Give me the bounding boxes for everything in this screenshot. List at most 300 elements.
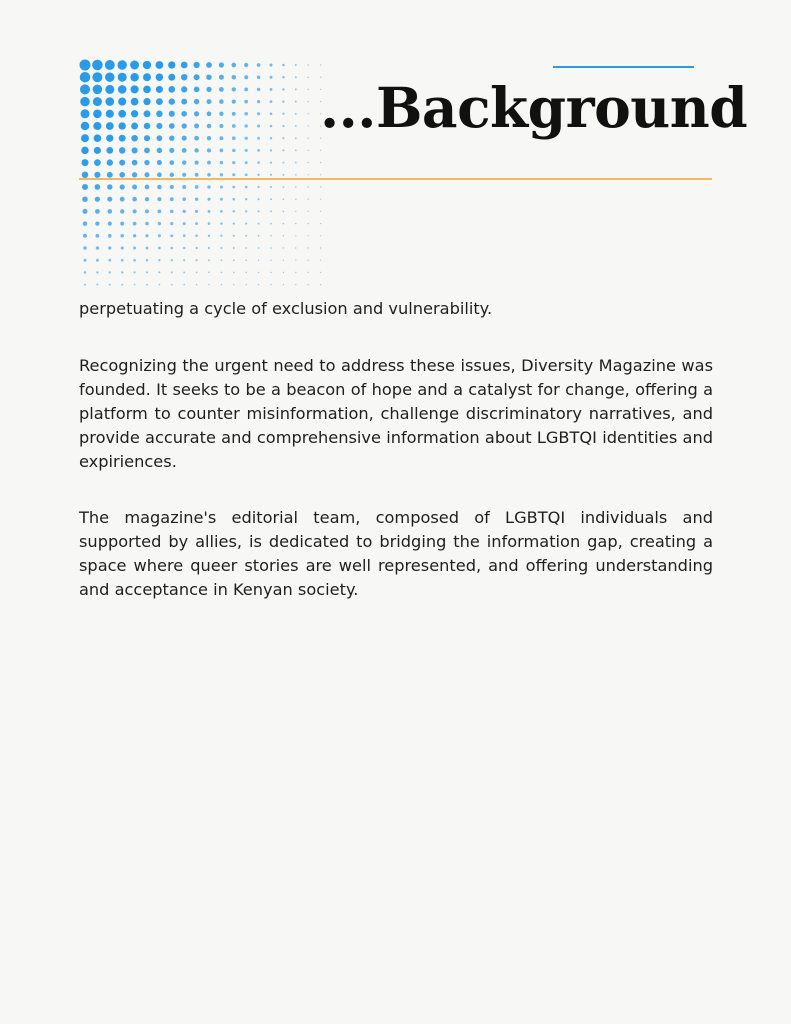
halftone-dot xyxy=(219,75,224,80)
halftone-dot xyxy=(171,271,173,273)
halftone-dot xyxy=(121,259,124,262)
halftone-dot xyxy=(244,100,248,104)
halftone-dot xyxy=(182,123,187,128)
halftone-dot xyxy=(146,284,148,286)
halftone-dot xyxy=(257,100,260,103)
halftone-dot xyxy=(283,260,284,261)
halftone-dot xyxy=(221,272,223,274)
halftone-dot xyxy=(221,284,222,285)
halftone-dot xyxy=(182,160,186,164)
halftone-dot xyxy=(158,210,162,214)
halftone-dot xyxy=(295,137,297,139)
halftone-dot xyxy=(182,173,186,177)
halftone-dot xyxy=(208,259,210,261)
halftone-dot xyxy=(169,111,175,117)
halftone-dot xyxy=(232,186,235,189)
halftone-dot xyxy=(157,185,161,189)
halftone-dot xyxy=(270,284,271,285)
halftone-dot xyxy=(308,150,309,151)
halftone-dot xyxy=(183,234,186,237)
halftone-dot xyxy=(182,197,186,201)
halftone-dot xyxy=(106,147,113,154)
halftone-dot xyxy=(156,86,163,93)
halftone-dot xyxy=(143,86,151,94)
halftone-dot xyxy=(283,284,284,285)
halftone-dot xyxy=(119,160,125,166)
halftone-dot xyxy=(93,122,101,130)
halftone-dot xyxy=(270,125,273,128)
halftone-dot xyxy=(158,234,161,237)
halftone-dot xyxy=(182,148,187,153)
halftone-dot xyxy=(144,160,149,165)
halftone-dot xyxy=(320,260,321,261)
halftone-dot xyxy=(130,73,139,82)
halftone-dot xyxy=(105,85,114,94)
halftone-dot xyxy=(94,159,101,166)
halftone-dot xyxy=(157,197,161,201)
halftone-dot xyxy=(156,123,162,129)
halftone-dot xyxy=(233,235,235,237)
halftone-dot xyxy=(157,160,162,165)
halftone-dot xyxy=(95,197,100,202)
halftone-dot xyxy=(93,110,102,119)
halftone-dot xyxy=(220,149,224,153)
halftone-dot xyxy=(245,198,247,200)
halftone-dot xyxy=(183,210,186,213)
halftone-dot xyxy=(96,246,99,249)
halftone-dot xyxy=(245,247,247,249)
halftone-dot xyxy=(106,135,113,142)
halftone-dot xyxy=(133,234,136,237)
halftone-dot xyxy=(308,199,309,200)
halftone-dot xyxy=(80,72,91,83)
halftone-dot xyxy=(120,197,125,202)
halftone-dot xyxy=(171,284,173,286)
halftone-dot xyxy=(106,97,115,106)
halftone-dot xyxy=(120,234,124,238)
halftone-dot xyxy=(194,87,200,93)
halftone-dot xyxy=(320,247,321,248)
halftone-dot xyxy=(245,259,247,261)
halftone-dot xyxy=(282,174,284,176)
halftone-dot xyxy=(257,137,260,140)
halftone-dot xyxy=(308,162,309,163)
top-blue-rule xyxy=(553,66,694,68)
halftone-dot xyxy=(257,149,260,152)
halftone-dot xyxy=(143,98,150,105)
halftone-dot xyxy=(283,247,284,248)
halftone-dot xyxy=(219,136,223,140)
header-orange-rule xyxy=(79,178,712,180)
halftone-dot xyxy=(196,284,198,286)
halftone-dot xyxy=(107,197,112,202)
halftone-dot xyxy=(95,184,101,190)
halftone-dot xyxy=(80,97,90,107)
halftone-dot xyxy=(107,159,113,165)
halftone-dot xyxy=(295,174,297,176)
halftone-dot xyxy=(307,89,308,90)
halftone-dot xyxy=(220,210,223,213)
halftone-dot xyxy=(132,197,137,202)
halftone-dot xyxy=(144,123,151,130)
halftone-dot xyxy=(295,150,297,152)
halftone-dot xyxy=(295,125,297,127)
halftone-dot xyxy=(219,112,223,116)
halftone-dot xyxy=(182,136,187,141)
halftone-dot xyxy=(220,247,222,249)
halftone-dot xyxy=(131,135,138,142)
halftone-dot xyxy=(220,235,222,237)
halftone-dot xyxy=(232,198,235,201)
halftone-dot xyxy=(308,247,309,248)
halftone-dot xyxy=(282,76,285,79)
halftone-dot xyxy=(233,210,235,212)
halftone-dot xyxy=(231,63,236,68)
halftone-dot xyxy=(146,247,149,250)
halftone-dot xyxy=(145,185,150,190)
halftone-dot xyxy=(133,259,136,262)
halftone-dot xyxy=(295,235,296,236)
halftone-dot xyxy=(109,271,111,273)
halftone-dot xyxy=(83,246,87,250)
halftone-dot xyxy=(307,113,308,114)
halftone-dot xyxy=(155,61,163,69)
halftone-dot xyxy=(220,161,224,165)
halftone-dot xyxy=(270,137,272,139)
halftone-dot xyxy=(133,222,137,226)
halftone-dot xyxy=(308,223,309,224)
halftone-dot xyxy=(107,172,113,178)
halftone-dot xyxy=(270,272,271,273)
paragraph-continuation: perpetuating a cycle of exclusion and vulnerability. xyxy=(79,299,493,318)
halftone-dot xyxy=(282,100,284,102)
halftone-dot xyxy=(107,184,112,189)
halftone-dot xyxy=(320,235,321,236)
halftone-dot xyxy=(158,247,161,250)
halftone-dot xyxy=(145,234,148,237)
halftone-dot xyxy=(120,184,125,189)
halftone-dot xyxy=(232,87,236,91)
halftone-dot xyxy=(195,161,199,165)
halftone-dot xyxy=(232,112,236,116)
halftone-dot xyxy=(121,271,123,273)
halftone-dot xyxy=(283,272,284,273)
halftone-dot xyxy=(157,135,163,141)
halftone-dot xyxy=(295,162,297,164)
halftone-dot xyxy=(168,74,175,81)
halftone-dot xyxy=(308,272,309,273)
halftone-dot xyxy=(282,88,284,90)
halftone-dot xyxy=(258,247,260,249)
halftone-dot xyxy=(194,111,199,116)
halftone-dot xyxy=(270,112,273,115)
halftone-dot xyxy=(245,137,248,140)
halftone-dot xyxy=(94,172,100,178)
halftone-dot xyxy=(146,271,148,273)
halftone-dot xyxy=(244,87,248,91)
halftone-dot xyxy=(245,235,247,237)
halftone-dot xyxy=(270,210,272,212)
halftone-dot xyxy=(168,61,175,68)
halftone-dot xyxy=(258,284,259,285)
halftone-dot xyxy=(119,135,126,142)
halftone-dot xyxy=(295,198,296,199)
halftone-dot xyxy=(120,222,124,226)
halftone-dot xyxy=(320,223,321,224)
halftone-dot xyxy=(169,135,174,140)
halftone-dot xyxy=(132,185,137,190)
halftone-dot xyxy=(283,223,285,225)
halftone-dot xyxy=(232,149,235,152)
halftone-dot xyxy=(244,112,248,116)
halftone-dot xyxy=(144,135,150,141)
halftone-dot xyxy=(93,85,103,95)
halftone-dot xyxy=(168,86,175,93)
halftone-dot xyxy=(220,222,222,224)
halftone-dot xyxy=(232,173,235,176)
halftone-dot xyxy=(308,260,309,261)
halftone-dot xyxy=(96,284,98,286)
halftone-dot xyxy=(159,284,161,286)
halftone-dot xyxy=(145,197,149,201)
halftone-dot xyxy=(80,84,90,94)
halftone-dot xyxy=(196,259,198,261)
halftone-dot xyxy=(270,259,271,260)
halftone-dot xyxy=(232,124,236,128)
halftone-dot xyxy=(170,197,174,201)
halftone-dot xyxy=(134,284,136,286)
halftone-dot xyxy=(82,184,88,190)
halftone-dot xyxy=(320,162,321,163)
halftone-dot xyxy=(108,259,111,262)
halftone-dot xyxy=(208,210,211,213)
halftone-dot xyxy=(282,162,284,164)
halftone-dot xyxy=(232,136,236,140)
halftone-dot xyxy=(95,234,99,238)
halftone-dot xyxy=(181,86,187,92)
halftone-dot xyxy=(308,125,309,126)
halftone-dot xyxy=(308,138,309,139)
halftone-dot xyxy=(118,85,127,94)
halftone-dot xyxy=(283,186,285,188)
halftone-dot xyxy=(145,209,149,213)
halftone-dot xyxy=(220,185,223,188)
halftone-dot xyxy=(133,209,137,213)
halftone-dot xyxy=(131,110,138,117)
halftone-dot xyxy=(295,64,297,66)
halftone-dot xyxy=(219,124,223,128)
halftone-dot xyxy=(171,259,173,261)
halftone-dot xyxy=(183,271,185,273)
halftone-dot xyxy=(282,113,284,115)
halftone-dot xyxy=(295,186,297,188)
halftone-dot xyxy=(183,247,185,249)
halftone-dot xyxy=(120,209,124,213)
halftone-dot xyxy=(171,247,174,250)
halftone-dot xyxy=(307,64,309,66)
halftone-dot xyxy=(84,271,87,274)
halftone-dot xyxy=(320,174,321,175)
halftone-dot xyxy=(195,222,198,225)
halftone-dot xyxy=(244,75,248,79)
halftone-dot xyxy=(194,136,199,141)
halftone-dot xyxy=(146,259,148,261)
halftone-dot xyxy=(95,209,100,214)
halftone-dot xyxy=(158,222,161,225)
halftone-dot xyxy=(258,235,260,237)
halftone-dot xyxy=(320,284,321,285)
halftone-dot xyxy=(270,247,272,249)
halftone-dot xyxy=(219,87,224,92)
halftone-dot xyxy=(233,272,235,274)
halftone-dot xyxy=(132,147,138,153)
halftone-dot xyxy=(245,272,246,273)
halftone-dot xyxy=(181,62,188,69)
halftone-dot xyxy=(320,272,321,273)
halftone-dot xyxy=(109,284,111,286)
halftone-dot xyxy=(80,60,91,71)
halftone-dot xyxy=(83,221,88,226)
halftone-dot xyxy=(156,98,163,105)
halftone-dot xyxy=(207,136,211,140)
halftone-dot xyxy=(207,124,212,129)
halftone-dot xyxy=(320,186,321,187)
halftone-dot xyxy=(169,160,174,165)
halftone-dot xyxy=(170,222,173,225)
halftone-dot xyxy=(282,137,284,139)
halftone-dot xyxy=(195,247,197,249)
halftone-dot xyxy=(295,247,296,248)
halftone-dot xyxy=(181,111,187,117)
halftone-dot xyxy=(170,173,174,177)
halftone-dot xyxy=(119,122,126,129)
halftone-dot xyxy=(219,62,224,67)
halftone-dot xyxy=(257,161,260,164)
halftone-dot xyxy=(270,88,273,91)
halftone-dot xyxy=(195,235,198,238)
halftone-dot xyxy=(257,63,261,67)
paragraph-founding: Recognizing the urgent need to address these issues, Diversity Magazine was founded. It seeks to be a beacon of hope and a catalyst for change, offering a platform to counter misinformation, challenge discriminatory narratives, and provide accurate and comprehensive information about LGBTQI identities and expiriences. xyxy=(79,356,713,471)
halftone-dot xyxy=(131,98,139,106)
halftone-dot xyxy=(295,211,296,212)
halftone-dot xyxy=(121,246,124,249)
page-title: ...Background xyxy=(320,75,748,140)
halftone-dot xyxy=(233,222,235,224)
halftone-dot xyxy=(81,122,90,131)
halftone-dot xyxy=(96,271,98,273)
halftone-dot xyxy=(233,247,235,249)
halftone-dot xyxy=(108,222,112,226)
halftone-dot xyxy=(121,284,123,286)
halftone-dot xyxy=(308,186,309,187)
halftone-dot xyxy=(257,125,260,128)
halftone-dot xyxy=(245,124,248,127)
halftone-dot xyxy=(270,174,272,176)
halftone-dot xyxy=(207,161,211,165)
halftone-dot xyxy=(92,72,102,82)
halftone-dot xyxy=(195,210,198,213)
halftone-dot xyxy=(246,284,247,285)
halftone-dot xyxy=(132,160,138,166)
halftone-dot xyxy=(320,199,321,200)
halftone-dot xyxy=(143,61,151,69)
halftone-dot xyxy=(169,148,174,153)
halftone-dot xyxy=(208,272,210,274)
halftone-dot xyxy=(145,222,149,226)
halftone-dot xyxy=(320,150,321,151)
halftone-dot xyxy=(108,246,111,249)
halftone-dot xyxy=(157,148,162,153)
halftone-dot xyxy=(245,186,248,189)
halftone-dot xyxy=(283,198,285,200)
halftone-dot xyxy=(219,99,224,104)
halftone-dot xyxy=(207,185,210,188)
halftone-dot xyxy=(232,161,235,164)
halftone-dot xyxy=(143,73,151,81)
halftone-dot xyxy=(233,259,235,261)
halftone-dot xyxy=(257,174,259,176)
halftone-dot xyxy=(118,110,126,118)
halftone-dot xyxy=(295,76,297,78)
halftone-dot xyxy=(307,101,308,102)
halftone-dot xyxy=(181,99,187,105)
halftone-dot xyxy=(232,75,237,80)
halftone-dot xyxy=(183,259,185,261)
halftone-dot xyxy=(258,223,260,225)
halftone-dot xyxy=(270,100,273,103)
halftone-dot xyxy=(295,223,296,224)
halftone-dot xyxy=(208,222,211,225)
halftone-dot xyxy=(106,122,114,130)
halftone-dot xyxy=(83,209,88,214)
halftone-dot xyxy=(144,148,150,154)
halftone-dot xyxy=(118,98,126,106)
halftone-dot xyxy=(308,235,309,236)
halftone-dot xyxy=(245,173,248,176)
halftone-dot xyxy=(282,149,284,151)
halftone-dot xyxy=(295,101,297,103)
halftone-dot xyxy=(118,73,127,82)
halftone-dot xyxy=(270,198,272,200)
halftone-dot xyxy=(308,284,309,285)
halftone-dot xyxy=(108,234,112,238)
halftone-dot xyxy=(308,174,309,175)
halftone-dot xyxy=(195,173,199,177)
halftone-dot xyxy=(270,149,272,151)
halftone-dot xyxy=(95,221,99,225)
halftone-dot xyxy=(195,198,198,201)
halftone-dot xyxy=(270,161,272,163)
halftone-dot xyxy=(307,76,309,78)
halftone-dot xyxy=(207,198,210,201)
halftone-dot xyxy=(119,172,125,178)
halftone-dot xyxy=(170,234,173,237)
halftone-dot xyxy=(282,125,284,127)
halftone-dot xyxy=(158,259,160,261)
halftone-dot xyxy=(170,210,174,214)
halftone-dot xyxy=(193,62,199,68)
halftone-dot xyxy=(258,198,260,200)
halftone-dot xyxy=(244,63,248,67)
halftone-dot xyxy=(257,75,261,79)
halftone-dot xyxy=(195,185,199,189)
halftone-dot xyxy=(144,172,149,177)
halftone-dot xyxy=(108,209,113,214)
halftone-dot xyxy=(270,223,272,225)
halftone-dot xyxy=(92,60,102,70)
halftone-dot xyxy=(105,60,115,70)
halftone-dot xyxy=(130,61,139,70)
